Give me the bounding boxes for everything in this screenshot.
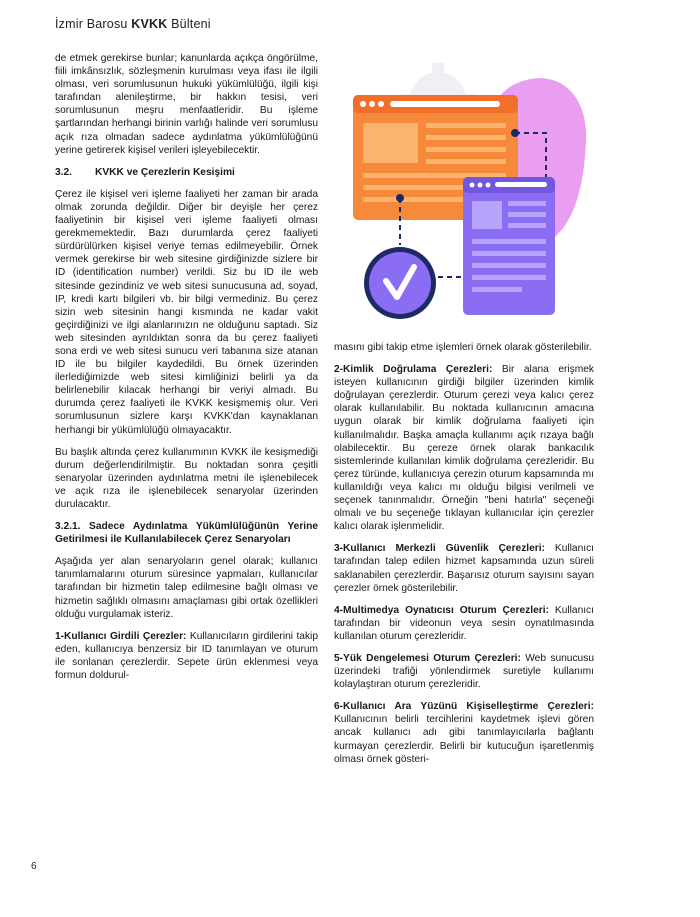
- item-title: 5-Yük Dengelemesi Oturum Çerezleri:: [334, 652, 521, 664]
- web-pages-verification-illustration: [348, 55, 598, 330]
- item-text: Kullanıcıların girdilerini takip eden, kullanıcıya benzersiz bir ID tanımlayan ve oturum ile sonlanan çerezlerdir. Sepete ürün eklenmesi veya formun doldurul-: [55, 630, 318, 682]
- connector-dot: [396, 194, 404, 202]
- item-text: Web sunucusu üzerindeki trafiği yönlendirmek suretiyle kullanımı kolaylaştıran oturum çerezleridir.: [334, 652, 594, 691]
- paragraph: masını gibi takip etme işlemleri örnek olarak gösterilebilir.: [334, 342, 592, 353]
- bulletin-header: [55, 17, 211, 31]
- item-title: 2-Kimlik Doğrulama Çerezleri:: [334, 364, 493, 376]
- section-heading-3-2-1: 3.2.1. Sadece Aydınlatma Yükümlülüğünün Yerine Getirilmesi ile Kullanılabilecek Çerez Senaryoları: [55, 521, 318, 546]
- page-number: 6: [31, 861, 37, 872]
- section-number: 3.2.: [55, 166, 72, 178]
- paragraph: Çerez ile kişisel veri işleme faaliyeti her zaman bir arada olmak zorunda değildir. Diğer bir deyişle her çerez faaliyetinin bir kişisel veri işleme faaliyeti olması gerekmemektedir. Bazı durumlarda çerez faaliyeti sürdürülürken kişisel veriye temas edilmeyebilir. Örnek vermek gerekirse bir web sitesine girdiğinizde sizlere bir ID (identification number) verildi. Siz bu ID ile web sitesinde gezindiniz ve web sitesi sunucusuna ad, soyad, IP, kredi kartı bilgileri vb. bir bilgi vermediniz. Bu çerez sizin web sitesinin hangi kısmında ne kadar vakit geçirdiğinizi ve ilgi alanlarınızın ne olduğunu saptadı. Siz web sitesinden ayrıldıktan sonra da bu çerez faaliyeti sona erdi ve web sitesi sunucu veri tabanına size atanan ID ile bu bilgiler kaydedildi. Bu örnek üzerinden ilerlediğimizde web sitesi kimliğinizi belirli ya da belirlenebilir kılacak herhangi bir veriyi almadı. Bu durumda çerez faaliyeti ile KVKK kesişmemiş olur. Veri sorumlusunun sizlere karşı KVKK'dan kaynaklanan herhangi bir yükümlülüğü olmayacaktır.: [55, 188, 318, 436]
- section-title: KVKK ve Çerezlerin Kesişimi: [95, 166, 235, 178]
- browser-window-front: [463, 177, 555, 315]
- paragraph: [55, 630, 318, 682]
- paragraph: Bu başlık altında çerez kullanımının KVKK ile kesişmediği durum değerlendirilmiştir. Bu noktadan sonra çeşitli senaryolar üzerinden aydınlatma metni ile işlenebilecek ve açık rıza ile işlenebilecek senaryolar üzerinden durulacaktır.: [55, 446, 318, 510]
- check-circle-icon: [364, 247, 436, 319]
- connector-dot: [511, 129, 519, 137]
- header-suffix: Bülteni: [167, 17, 211, 31]
- item-text: Kullanıcı tarafından bir videonun veya sesin oynatılmasında kullanılan oturum çerezleridir.: [334, 604, 594, 642]
- paragraph: [334, 652, 594, 691]
- item-text: Kullanıcı tarafından talep edilen hizmet kapsamında uzun süreli saklanabilen çerezlerdir. Başarısız oturum sayısını sayan çerezler örnek gösterilebilir.: [334, 543, 594, 594]
- item-text: Bir alana erişmek isteyen kullanıcının girdiği bilgiler üzerinden kimlik doğrulayan çerezlerdir. Oturum çerezi veya kalıcı çerez olarak kullanılabilir. Bu noktada kullanıcının amacına uygun olarak bir kimlik doğrulama faaliyeti için kullanılmalıdır. Başka amaçla kullanımı açık rızaya bağlı olabilecektir. Bu çereze örnek olarak bankacılık sistemlerinde kullanılan kimlik doğrulama çerezleridir. Bu çerez türünde, kullanıcıya çerezin oturum kapsamında mı kullanıldığı veya kalıcı mı olduğu bilgisi verilmeli ve seçenek tanınmalıdır. Örneğin "beni hatırla" seçeneği olmalı ve bu seçeneğe tıklayan kullanıcılar için çerezler kalıcı olarak işlenmelidir.: [334, 364, 595, 533]
- item-title: 3-Kullanıcı Merkezli Güvenlik Çerezleri:: [334, 543, 545, 555]
- item-title: 1-Kullanıcı Girdili Çerezler:: [55, 630, 187, 642]
- paragraph: [334, 604, 594, 643]
- header-prefix: İzmir Barosu: [55, 17, 132, 31]
- header-bold: KVKK: [131, 17, 168, 31]
- paragraph: de etmek gerekirse bunlar; kanunlarda açıkça öngörülme, fiili imkânsızlık, sözleşmenin kurulması veya ifası ile ilgili olması, veri sorumlusunun hukuki yükümlülüğü, ilgili kişi tarafından alenileştirme, bir hakkın tesisi, veri sorumlusunun meşru menfaatleridir. Bu işleme şartlarından herhangi birinin varlığı halinde veri sorumlusu açık rıza olmadan sadece aydınlatma yükümlülüğünü yerine getirerek kişisel verileri işleyebilecektir.: [55, 53, 318, 156]
- paragraph: [334, 700, 594, 765]
- left-column: [55, 52, 318, 691]
- paragraph: [334, 363, 594, 533]
- paragraph: [334, 542, 594, 594]
- item-title: 4-Multimedya Oynatıcısı Oturum Çerezleri:: [334, 604, 549, 616]
- item-title: 6-Kullanıcı Ara Yüzünü Kişiselleştirme Çerezleri:: [334, 701, 594, 713]
- paragraph: Aşağıda yer alan senaryoların genel olarak; kullanıcı tanımlamalarını oturum süresince yapmaları, kullanıcılar tarafından bir hizmetin talep edilmesine bağlı olması ve hizmetin sağlıklı olmasını amaçlaması gibi ortak özellikleri olduğu vurgulamak isteriz.: [55, 556, 318, 620]
- section-heading-3-2: [55, 166, 318, 179]
- item-text: Kullanıcının belirli tercihlerini kaydetmek işlevi gören ancak kullanıcı adı gibi tanımlayıcılarla bağlantı kurmayan çerezlerdir. Belirli bir kutucuğun işaretlenmiş olması örnek gösteri-: [334, 714, 594, 765]
- right-column: [334, 341, 594, 775]
